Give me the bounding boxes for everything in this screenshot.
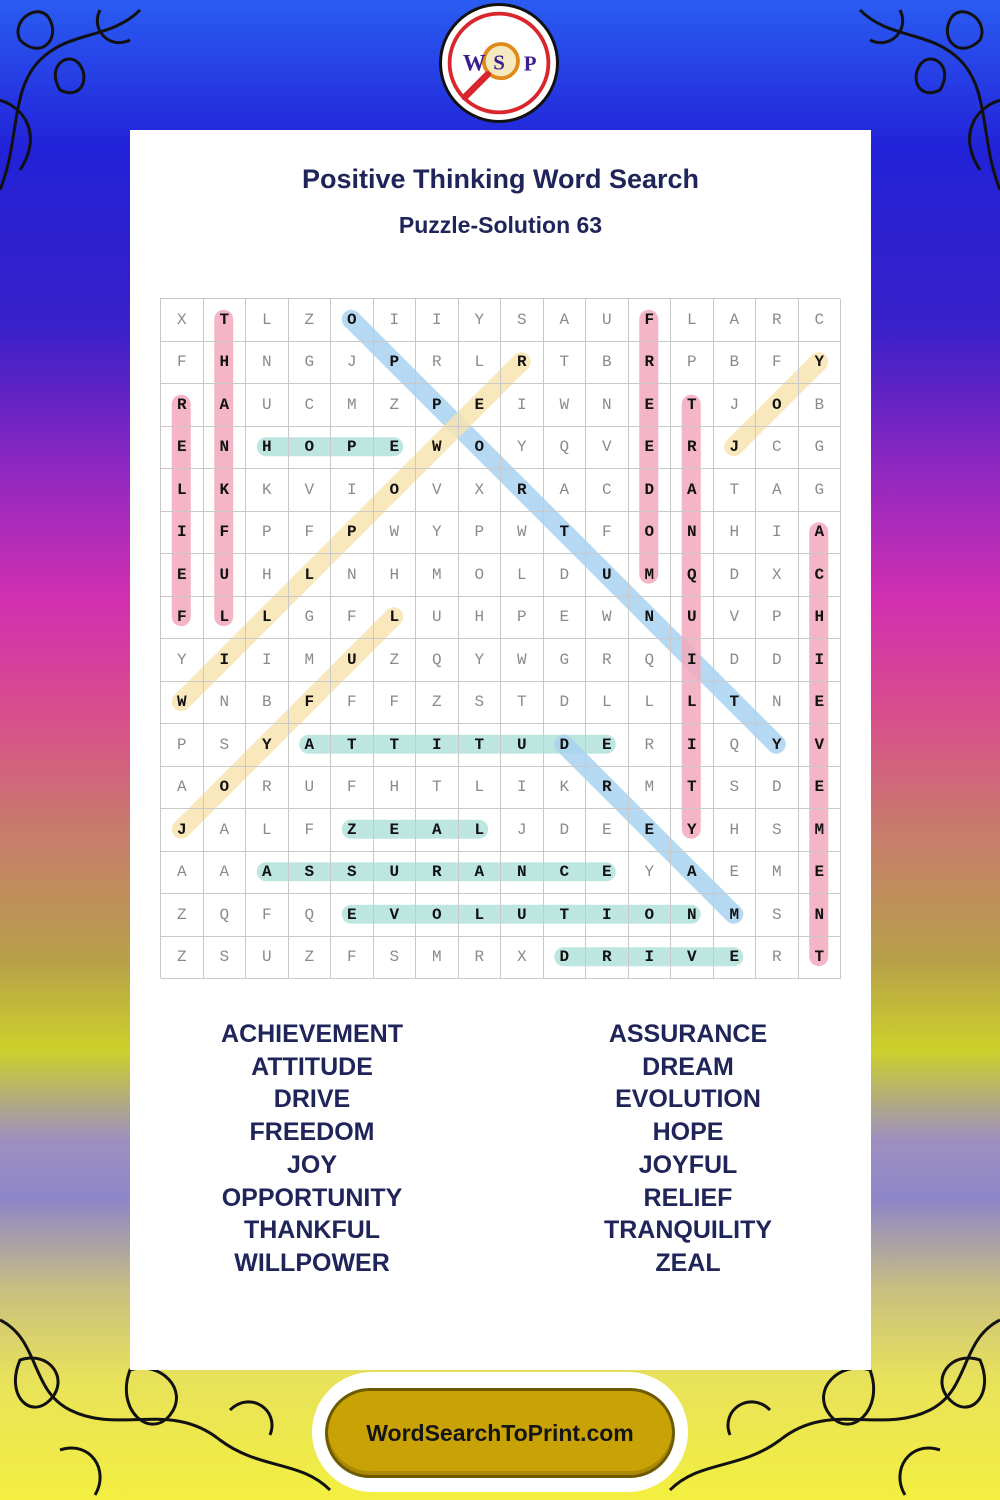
grid-cell: I: [204, 639, 247, 682]
grid-cell: T: [671, 384, 714, 427]
grid-cell: J: [714, 384, 757, 427]
grid-cell: F: [161, 342, 204, 385]
grid-cell: T: [331, 724, 374, 767]
grid-cell: W: [416, 427, 459, 470]
word-list-item: OPPORTUNITY: [221, 1183, 403, 1212]
grid-cell: R: [586, 937, 629, 980]
grid-cell: A: [289, 724, 332, 767]
grid-cell: U: [289, 767, 332, 810]
grid-cell: E: [714, 937, 757, 980]
grid-cell: F: [204, 512, 247, 555]
grid-cell: O: [629, 512, 672, 555]
grid-cell: L: [501, 554, 544, 597]
grid-cell: U: [246, 937, 289, 980]
grid-cell: S: [204, 724, 247, 767]
grid-cell: O: [459, 554, 502, 597]
grid-cell: I: [374, 299, 417, 342]
grid-cell: T: [374, 724, 417, 767]
grid-cell: E: [374, 809, 417, 852]
grid-cell: Z: [161, 937, 204, 980]
grid-cell: L: [459, 767, 502, 810]
grid-cell: J: [331, 342, 374, 385]
grid-cell: I: [586, 894, 629, 937]
grid-cell: A: [416, 809, 459, 852]
grid-cell: R: [416, 852, 459, 895]
letter-grid: [160, 298, 840, 978]
grid-cell: U: [501, 894, 544, 937]
grid-cell: M: [629, 767, 672, 810]
grid-cell: I: [246, 639, 289, 682]
grid-cell: Y: [799, 342, 842, 385]
word-list-item: ACHIEVEMENT: [221, 1020, 403, 1048]
grid-cell: E: [544, 597, 587, 640]
grid-cell: B: [246, 682, 289, 725]
grid-cell: Y: [629, 852, 672, 895]
grid-cell: E: [799, 852, 842, 895]
grid-cell: R: [459, 937, 502, 980]
grid-cell: A: [544, 299, 587, 342]
grid-cell: L: [246, 597, 289, 640]
grid-cell: F: [161, 597, 204, 640]
grid-cell: D: [756, 767, 799, 810]
grid-cell: E: [586, 852, 629, 895]
grid-cell: R: [501, 342, 544, 385]
grid-cell: I: [331, 469, 374, 512]
grid-cell: D: [756, 639, 799, 682]
grid-cell: A: [671, 852, 714, 895]
grid-cell: S: [756, 809, 799, 852]
grid-cell: I: [161, 512, 204, 555]
grid-cell: D: [544, 724, 587, 767]
word-list-right: [503, 1018, 873, 1280]
logo-letter-w: W: [462, 50, 486, 76]
grid-cell: N: [756, 682, 799, 725]
grid-cell: R: [416, 342, 459, 385]
grid-cell: A: [161, 852, 204, 895]
grid-cell: L: [459, 809, 502, 852]
grid-cell: I: [671, 639, 714, 682]
grid-cell: V: [416, 469, 459, 512]
word-list-item: EVOLUTION: [615, 1085, 761, 1114]
word-list-item: TRANQUILITY: [603, 1216, 773, 1245]
grid-cell: O: [374, 469, 417, 512]
grid-cell: O: [416, 894, 459, 937]
grid-cell: Q: [671, 554, 714, 597]
grid-cell: X: [161, 299, 204, 342]
grid-cell: P: [374, 342, 417, 385]
grid-cell: U: [416, 597, 459, 640]
site-logo[interactable]: [439, 3, 559, 123]
grid-cell: I: [501, 384, 544, 427]
grid-cell: L: [629, 682, 672, 725]
grid-cell: W: [374, 512, 417, 555]
grid-cell: A: [204, 809, 247, 852]
grid-cell: K: [246, 469, 289, 512]
grid-cell: Y: [246, 724, 289, 767]
grid-cell: U: [331, 639, 374, 682]
grid-cell: V: [289, 469, 332, 512]
grid-cell: E: [629, 384, 672, 427]
grid-cell: P: [416, 384, 459, 427]
grid-cell: N: [331, 554, 374, 597]
word-list-item: FREEDOM: [249, 1118, 375, 1147]
grid-cell: E: [799, 767, 842, 810]
grid-cell: Y: [459, 299, 502, 342]
grid-cell: W: [586, 597, 629, 640]
grid-cell: A: [714, 299, 757, 342]
grid-cell: R: [756, 937, 799, 980]
page-subtitle: Puzzle-Solution 63: [398, 212, 603, 238]
grid-cell: T: [799, 937, 842, 980]
grid-cell: F: [331, 767, 374, 810]
grid-cell: G: [799, 469, 842, 512]
grid-cell: V: [799, 724, 842, 767]
grid-cell: L: [161, 469, 204, 512]
grid-cell: H: [246, 427, 289, 470]
grid-cell: F: [331, 937, 374, 980]
grid-cell: F: [289, 809, 332, 852]
grid-cell: N: [501, 852, 544, 895]
grid-cell: H: [799, 597, 842, 640]
grid-cell: L: [671, 682, 714, 725]
grid-cell: F: [331, 682, 374, 725]
grid-cell: W: [161, 682, 204, 725]
word-search-grid: [160, 298, 840, 978]
grid-cell: F: [629, 299, 672, 342]
grid-cell: E: [331, 894, 374, 937]
grid-cell: A: [204, 384, 247, 427]
grid-cell: Z: [331, 809, 374, 852]
grid-cell: F: [756, 342, 799, 385]
grid-cell: Q: [204, 894, 247, 937]
grid-cell: S: [289, 852, 332, 895]
grid-cell: F: [246, 894, 289, 937]
grid-cell: J: [161, 809, 204, 852]
grid-cell: N: [671, 894, 714, 937]
page-title: Positive Thinking Word Search: [301, 164, 700, 194]
grid-cell: C: [289, 384, 332, 427]
grid-cell: L: [459, 342, 502, 385]
grid-cell: T: [501, 682, 544, 725]
grid-cell: O: [459, 427, 502, 470]
grid-cell: N: [246, 342, 289, 385]
grid-cell: D: [544, 937, 587, 980]
logo-letter-p: P: [523, 51, 537, 76]
grid-cell: I: [629, 937, 672, 980]
grid-cell: I: [799, 639, 842, 682]
grid-cell: Z: [289, 937, 332, 980]
grid-cell: A: [756, 469, 799, 512]
grid-cell: T: [714, 682, 757, 725]
grid-cell: C: [799, 299, 842, 342]
grid-cell: E: [161, 427, 204, 470]
grid-cell: L: [671, 299, 714, 342]
grid-cell: H: [459, 597, 502, 640]
grid-cell: I: [756, 512, 799, 555]
grid-cell: X: [501, 937, 544, 980]
grid-cell: S: [331, 852, 374, 895]
grid-cell: U: [501, 724, 544, 767]
grid-cell: U: [374, 852, 417, 895]
grid-cell: N: [629, 597, 672, 640]
word-list-left: [127, 1018, 497, 1280]
grid-cell: F: [586, 512, 629, 555]
grid-cell: G: [544, 639, 587, 682]
grid-cell: S: [501, 299, 544, 342]
grid-cell: R: [629, 724, 672, 767]
grid-cell: N: [204, 427, 247, 470]
grid-cell: F: [331, 597, 374, 640]
grid-cell: A: [459, 852, 502, 895]
grid-cell: M: [331, 384, 374, 427]
grid-cell: O: [331, 299, 374, 342]
grid-cell: Y: [416, 512, 459, 555]
word-list-item: HOPE: [652, 1118, 724, 1147]
grid-cell: E: [459, 384, 502, 427]
grid-cell: P: [331, 427, 374, 470]
grid-cell: X: [756, 554, 799, 597]
grid-cell: N: [204, 682, 247, 725]
grid-cell: I: [416, 724, 459, 767]
grid-cell: Y: [756, 724, 799, 767]
grid-cell: M: [799, 809, 842, 852]
grid-cell: N: [799, 894, 842, 937]
grid-cell: A: [671, 469, 714, 512]
grid-cell: K: [544, 767, 587, 810]
grid-cell: M: [629, 554, 672, 597]
grid-cell: R: [246, 767, 289, 810]
logo-letter-s: S: [493, 50, 505, 75]
grid-cell: E: [586, 724, 629, 767]
grid-cell: B: [586, 342, 629, 385]
grid-cell: S: [714, 767, 757, 810]
grid-cell: F: [374, 682, 417, 725]
grid-cell: S: [374, 937, 417, 980]
grid-cell: Y: [671, 809, 714, 852]
grid-cell: Q: [544, 427, 587, 470]
grid-cell: M: [756, 852, 799, 895]
grid-cell: H: [374, 767, 417, 810]
word-list-item: DRIVE: [273, 1085, 351, 1114]
grid-cell: R: [671, 427, 714, 470]
grid-cell: C: [756, 427, 799, 470]
grid-cell: Z: [161, 894, 204, 937]
grid-cell: Z: [374, 384, 417, 427]
grid-cell: B: [799, 384, 842, 427]
grid-cell: M: [416, 554, 459, 597]
word-list-item: ATTITUDE: [251, 1052, 373, 1081]
grid-cell: W: [501, 512, 544, 555]
grid-cell: U: [204, 554, 247, 597]
grid-cell: O: [289, 427, 332, 470]
grid-cell: T: [416, 767, 459, 810]
grid-cell: E: [586, 809, 629, 852]
grid-cell: Z: [289, 299, 332, 342]
grid-cell: R: [586, 639, 629, 682]
grid-cell: L: [246, 809, 289, 852]
grid-cell: V: [374, 894, 417, 937]
grid-cell: L: [586, 682, 629, 725]
grid-cell: O: [756, 384, 799, 427]
grid-cell: E: [629, 427, 672, 470]
grid-cell: R: [586, 767, 629, 810]
grid-cell: G: [289, 342, 332, 385]
grid-cell: W: [501, 639, 544, 682]
grid-cell: Y: [161, 639, 204, 682]
grid-cell: E: [161, 554, 204, 597]
grid-cell: Q: [714, 724, 757, 767]
grid-cell: L: [459, 894, 502, 937]
grid-cell: I: [671, 724, 714, 767]
word-list-item: DREAM: [642, 1052, 734, 1081]
word-list-item: THANKFUL: [243, 1216, 381, 1245]
puzzle-card: [130, 130, 871, 1370]
grid-cell: H: [204, 342, 247, 385]
grid-cell: T: [671, 767, 714, 810]
grid-cell: Y: [459, 639, 502, 682]
grid-cell: V: [714, 597, 757, 640]
grid-cell: G: [799, 427, 842, 470]
grid-cell: Z: [374, 639, 417, 682]
grid-cell: D: [629, 469, 672, 512]
grid-cell: I: [501, 767, 544, 810]
grid-cell: O: [204, 767, 247, 810]
grid-cell: J: [714, 427, 757, 470]
grid-cell: U: [586, 299, 629, 342]
grid-cell: T: [459, 724, 502, 767]
grid-cell: U: [671, 597, 714, 640]
grid-cell: P: [501, 597, 544, 640]
grid-cell: U: [246, 384, 289, 427]
grid-cell: N: [671, 512, 714, 555]
grid-cell: L: [246, 299, 289, 342]
grid-cell: A: [246, 852, 289, 895]
grid-cell: Y: [501, 427, 544, 470]
grid-cell: L: [374, 597, 417, 640]
footer-site-link[interactable]: WordSearchToPrint.com: [366, 1419, 634, 1446]
grid-cell: D: [714, 639, 757, 682]
word-list-item: RELIEF: [643, 1183, 733, 1212]
grid-cell: F: [289, 682, 332, 725]
grid-cell: H: [374, 554, 417, 597]
word-list-item: ASSURANCE: [608, 1020, 768, 1048]
grid-cell: U: [586, 554, 629, 597]
grid-cell: C: [544, 852, 587, 895]
grid-cell: P: [459, 512, 502, 555]
grid-cell: P: [756, 597, 799, 640]
grid-cell: V: [586, 427, 629, 470]
magnifier-icon: [442, 6, 556, 120]
grid-cell: O: [629, 894, 672, 937]
grid-cell: I: [416, 299, 459, 342]
grid-cell: W: [544, 384, 587, 427]
grid-cell: T: [544, 894, 587, 937]
grid-cell: S: [204, 937, 247, 980]
grid-cell: D: [544, 554, 587, 597]
grid-cell: E: [629, 809, 672, 852]
grid-cell: A: [161, 767, 204, 810]
grid-cell: D: [714, 554, 757, 597]
grid-cell: M: [416, 937, 459, 980]
grid-cell: C: [799, 554, 842, 597]
word-list-item: JOY: [286, 1150, 338, 1179]
grid-cell: T: [714, 469, 757, 512]
grid-cell: P: [161, 724, 204, 767]
word-list-item: WILLPOWER: [234, 1248, 390, 1277]
grid-cell: M: [714, 894, 757, 937]
grid-cell: N: [586, 384, 629, 427]
grid-cell: H: [714, 809, 757, 852]
grid-cell: T: [544, 512, 587, 555]
grid-cell: A: [544, 469, 587, 512]
grid-cell: T: [204, 299, 247, 342]
grid-cell: F: [289, 512, 332, 555]
grid-cell: Q: [289, 894, 332, 937]
grid-cell: E: [714, 852, 757, 895]
grid-cell: S: [459, 682, 502, 725]
word-list-item: JOYFUL: [638, 1150, 738, 1179]
grid-cell: L: [289, 554, 332, 597]
grid-cell: Q: [629, 639, 672, 682]
grid-cell: M: [289, 639, 332, 682]
grid-cell: J: [501, 809, 544, 852]
grid-cell: E: [374, 427, 417, 470]
grid-cell: D: [544, 809, 587, 852]
grid-cell: Z: [416, 682, 459, 725]
grid-cell: K: [204, 469, 247, 512]
grid-cell: H: [714, 512, 757, 555]
grid-cell: A: [204, 852, 247, 895]
grid-cell: A: [799, 512, 842, 555]
grid-cell: L: [204, 597, 247, 640]
grid-cell: H: [246, 554, 289, 597]
grid-cell: C: [586, 469, 629, 512]
grid-cell: R: [501, 469, 544, 512]
grid-cell: E: [799, 682, 842, 725]
grid-cell: Q: [416, 639, 459, 682]
grid-cell: R: [161, 384, 204, 427]
grid-cell: R: [756, 299, 799, 342]
grid-cell: B: [714, 342, 757, 385]
grid-cell: P: [671, 342, 714, 385]
footer-banner[interactable]: [325, 1388, 675, 1478]
grid-cell: X: [459, 469, 502, 512]
grid-cell: D: [544, 682, 587, 725]
grid-cell: T: [544, 342, 587, 385]
grid-cell: R: [629, 342, 672, 385]
grid-cell: S: [756, 894, 799, 937]
grid-cell: V: [671, 937, 714, 980]
grid-cell: P: [246, 512, 289, 555]
grid-cell: P: [331, 512, 374, 555]
word-list-item: ZEAL: [655, 1248, 721, 1277]
grid-cell: G: [289, 597, 332, 640]
